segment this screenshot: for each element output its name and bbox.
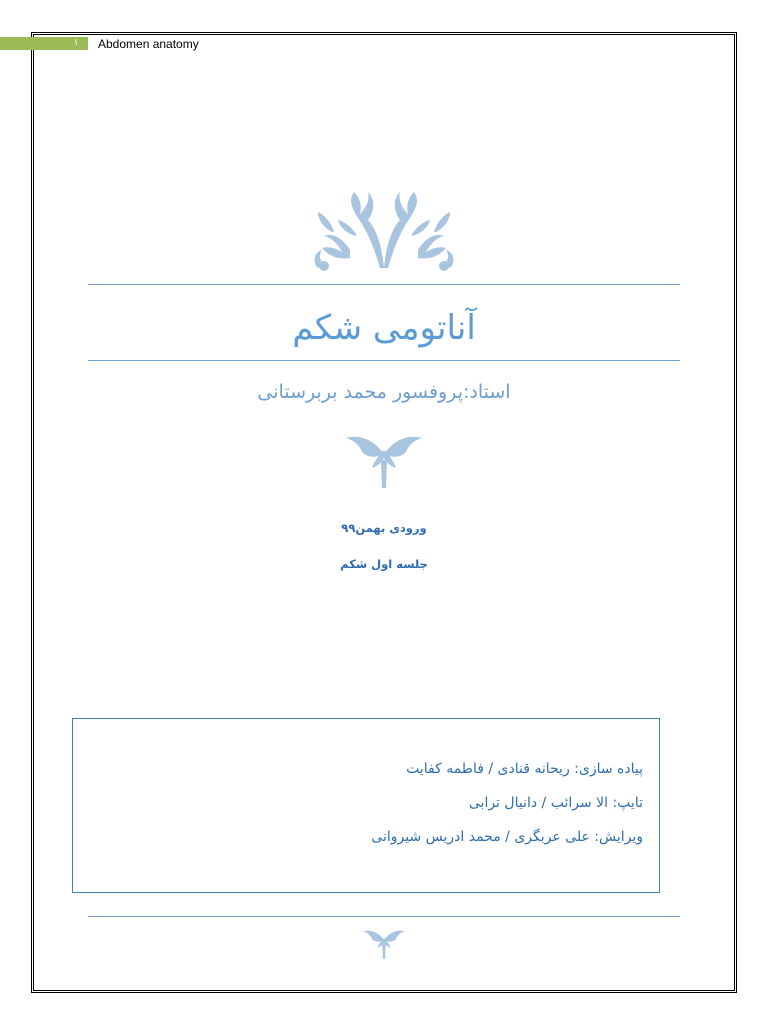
fleur-ornament-icon <box>344 432 424 490</box>
credit-typing: تایپ: الا سرائب / دانیال ترابی <box>468 795 643 811</box>
credit-editing: ویرایش: علی عربگری / محمد ادریس شیروانی <box>371 829 643 845</box>
header-page-number: ۱ <box>73 38 79 48</box>
footer-rule <box>88 916 680 917</box>
footer-fleur-icon <box>362 928 406 960</box>
floral-ornament-icon <box>310 188 458 272</box>
document-title: آناتومی شکم <box>292 308 476 348</box>
session-line: جلسه اول شکم <box>340 557 428 571</box>
credits-box <box>72 718 660 893</box>
credit-implementation: پیاده سازی: ریحانه قنادی / فاطمه کفایت <box>406 761 643 777</box>
header-running-title: Abdomen anatomy <box>98 37 199 51</box>
title-bottom-rule <box>88 360 680 361</box>
cohort-line: ورودی بهمن۹۹ <box>341 521 427 535</box>
professor-line: استاد:پروفسور محمد بربرستانی <box>257 381 511 403</box>
title-top-rule <box>88 284 680 285</box>
